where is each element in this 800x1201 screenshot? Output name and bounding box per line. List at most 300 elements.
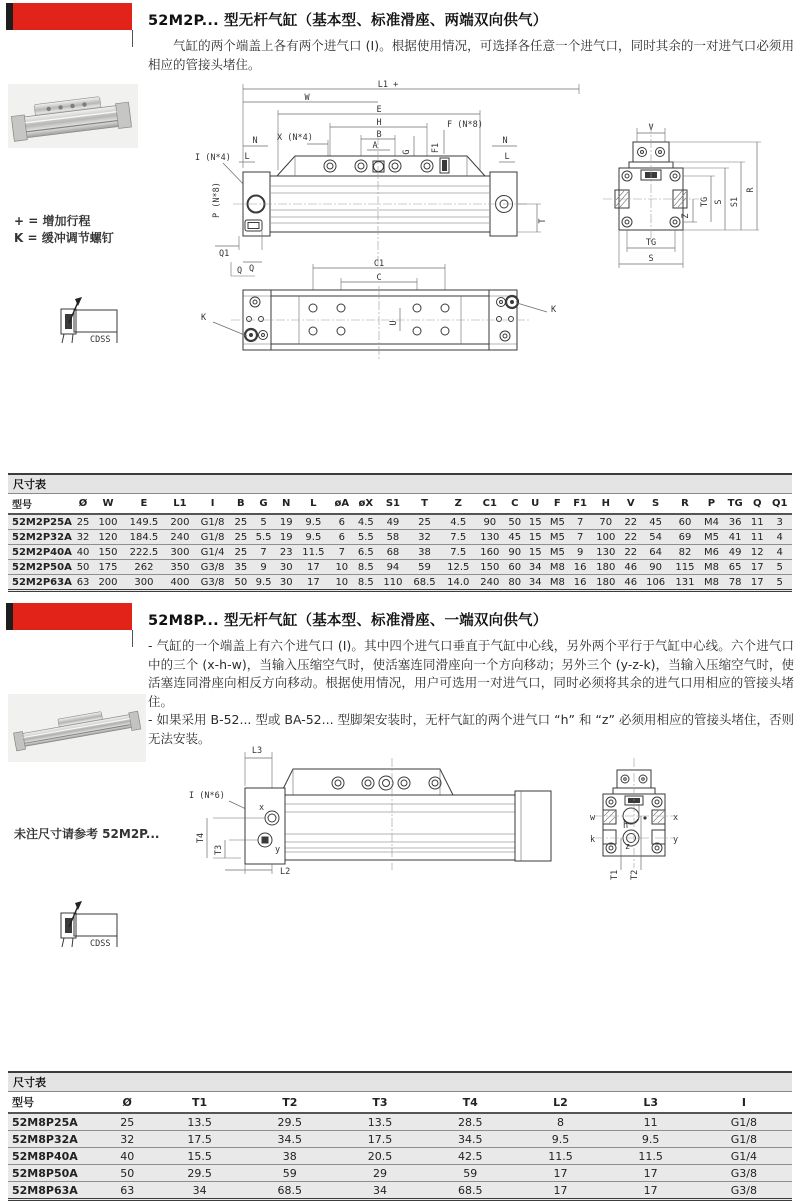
dim-c: C xyxy=(376,273,382,283)
value-cell: 23 xyxy=(276,545,297,560)
dim-s1: S1 xyxy=(730,196,740,208)
dim-f1: F1 xyxy=(431,142,441,154)
dim-u: U xyxy=(389,320,399,326)
dimension-table-2 xyxy=(8,1071,792,1201)
dim-n-right: N xyxy=(502,136,508,146)
column-header: C1 xyxy=(475,494,504,514)
value-cell: 50 xyxy=(100,1165,154,1182)
value-cell: 60 xyxy=(670,514,699,530)
value-cell: 30 xyxy=(276,575,297,591)
value-cell: 34 xyxy=(335,1182,425,1200)
value-cell: G1/8 xyxy=(696,1131,792,1148)
value-cell: 160 xyxy=(475,545,504,560)
value-cell: 17 xyxy=(747,560,768,575)
dim-k-left: K xyxy=(201,313,207,323)
dim-s-bottom: S xyxy=(648,254,654,264)
table-row xyxy=(8,1131,792,1148)
model-cell: 52M8P25A xyxy=(8,1113,100,1131)
value-cell: 49 xyxy=(723,545,747,560)
value-cell: G3/8 xyxy=(195,575,231,591)
reference-note: 未注尺寸请参考 52M2P... xyxy=(14,827,160,841)
value-cell: 300 xyxy=(123,575,166,591)
dim-tg-bottom: TG xyxy=(645,238,657,248)
value-cell: 4 xyxy=(767,545,792,560)
value-cell: 100 xyxy=(93,514,122,530)
column-header: øX xyxy=(353,494,378,514)
dim-h: H xyxy=(376,118,382,128)
section2-paragraph-2: - 如果采用 B-52... 型或 BA-52... 型脚架安装时，无杆气缸的两个进气口 “h” 和 “z” 必须用相应的管接头堵住，否则无法安装。 xyxy=(148,712,794,746)
note-plus: + = 增加行程 xyxy=(14,214,91,228)
table1-body xyxy=(8,514,792,591)
value-cell: 50 xyxy=(231,575,252,591)
value-cell: 5.5 xyxy=(251,530,276,545)
value-cell: 36 xyxy=(723,514,747,530)
column-header: 型号 xyxy=(8,1092,100,1113)
value-cell: 5 xyxy=(251,514,276,530)
value-cell: 17 xyxy=(296,560,330,575)
value-cell: 19 xyxy=(276,530,297,545)
value-cell: 42.5 xyxy=(425,1148,515,1165)
value-cell: G1/8 xyxy=(195,514,231,530)
value-cell: M8 xyxy=(545,560,569,575)
value-cell: 64 xyxy=(641,545,670,560)
value-cell: M5 xyxy=(545,530,569,545)
value-cell: 11 xyxy=(747,514,768,530)
dim-c1: C1 xyxy=(373,259,385,269)
dim-s-right: S xyxy=(714,199,724,205)
dim-t1: T1 xyxy=(610,869,620,880)
value-cell: 59 xyxy=(408,560,442,575)
value-cell: 16 xyxy=(569,575,591,591)
value-cell: 5 xyxy=(767,560,792,575)
value-cell: 90 xyxy=(641,560,670,575)
value-cell: 5.5 xyxy=(353,530,378,545)
table-row xyxy=(8,514,792,530)
value-cell: 34 xyxy=(154,1182,244,1200)
dim-l3: L3 xyxy=(251,746,263,756)
column-header: F xyxy=(545,494,569,514)
column-header: N xyxy=(276,494,297,514)
dim-t2: T2 xyxy=(630,869,640,880)
column-header: S1 xyxy=(378,494,407,514)
value-cell: 17 xyxy=(606,1182,696,1200)
column-header: E xyxy=(123,494,166,514)
dim-i6: I (N*6) xyxy=(189,791,225,801)
value-cell: 11.5 xyxy=(515,1148,605,1165)
table2-body xyxy=(8,1113,792,1200)
value-cell: 9.5 xyxy=(251,575,276,591)
value-cell: 68.5 xyxy=(425,1182,515,1200)
value-cell: 200 xyxy=(93,575,122,591)
value-cell: 175 xyxy=(93,560,122,575)
value-cell: 17 xyxy=(747,575,768,591)
value-cell: 15.5 xyxy=(154,1148,244,1165)
column-header: T2 xyxy=(245,1092,335,1113)
value-cell: G1/4 xyxy=(696,1148,792,1165)
value-cell: 3 xyxy=(767,514,792,530)
dim-g: G xyxy=(402,149,412,155)
value-cell: 32 xyxy=(100,1131,154,1148)
value-cell: 38 xyxy=(408,545,442,560)
column-header: H xyxy=(591,494,620,514)
value-cell: M8 xyxy=(700,560,724,575)
table1-title: 尺寸表 xyxy=(8,473,792,494)
cdss-pictogram-2 xyxy=(45,900,143,950)
front-view-drawing-1 xyxy=(195,80,590,272)
value-cell: 50 xyxy=(73,560,94,575)
section2-paragraph-1: - 气缸的一个端盖上有六个进气口 (I)。其中四个进气口垂直于气缸中心线，另外两个平行于气缸中心线。六个进气口中的三个 (x-h-w)，当输入压缩空气时，使活塞连同滑座向一个方向移动；另外三个 (y-z-k)，当输入压缩空气时，使活塞连同滑座向相反方向移动。根据使用情况，用户可选用一对进气口，同时必须将其余的进气口用相应的管接头堵住。 xyxy=(148,638,794,709)
value-cell: 29.5 xyxy=(154,1165,244,1182)
dim-q1: Q1 xyxy=(219,249,230,259)
column-header: T xyxy=(408,494,442,514)
value-cell: 59 xyxy=(425,1165,515,1182)
value-cell: 17.5 xyxy=(154,1131,244,1148)
value-cell: M6 xyxy=(700,545,724,560)
value-cell: 25 xyxy=(231,530,252,545)
value-cell: 8.5 xyxy=(353,575,378,591)
value-cell: 400 xyxy=(165,575,194,591)
value-cell: 110 xyxy=(378,575,407,591)
dim-p: P (N*8) xyxy=(212,182,222,218)
port-x2-label: x xyxy=(673,813,679,823)
value-cell: 9 xyxy=(251,560,276,575)
value-cell: 100 xyxy=(591,530,620,545)
value-cell: 12.5 xyxy=(441,560,475,575)
column-header: 型号 xyxy=(8,494,73,514)
value-cell: 7 xyxy=(251,545,276,560)
dim-l1: L1 + xyxy=(377,80,399,90)
column-header: Q1 xyxy=(767,494,792,514)
value-cell: 9 xyxy=(569,545,591,560)
value-cell: 6.5 xyxy=(353,545,378,560)
value-cell: 63 xyxy=(73,575,94,591)
column-header: V xyxy=(620,494,641,514)
value-cell: 22 xyxy=(620,514,641,530)
value-cell: 16 xyxy=(569,560,591,575)
value-cell: 6 xyxy=(330,530,353,545)
dim-z: Z xyxy=(681,213,691,219)
end-view-drawing-2 xyxy=(585,750,735,892)
section1-red-tab xyxy=(6,3,132,30)
value-cell: 68 xyxy=(378,545,407,560)
legend-notes xyxy=(14,213,114,247)
value-cell: 65 xyxy=(723,560,747,575)
value-cell: 9.5 xyxy=(606,1131,696,1148)
value-cell: 45 xyxy=(641,514,670,530)
value-cell: 94 xyxy=(378,560,407,575)
value-cell: 60 xyxy=(504,560,525,575)
value-cell: 25 xyxy=(408,514,442,530)
value-cell: 90 xyxy=(475,514,504,530)
table-row xyxy=(8,560,792,575)
value-cell: M5 xyxy=(545,545,569,560)
cdss-label-2: CDSS xyxy=(90,939,111,949)
value-cell: G3/8 xyxy=(696,1165,792,1182)
dim-f: F (N*8) xyxy=(447,120,483,130)
column-header: I xyxy=(195,494,231,514)
value-cell: 8 xyxy=(515,1113,605,1131)
value-cell: 7 xyxy=(569,514,591,530)
value-cell: 131 xyxy=(670,575,699,591)
product-photo-cylinder-52m8p xyxy=(8,694,146,762)
column-header: T3 xyxy=(335,1092,425,1113)
value-cell: 7.5 xyxy=(441,545,475,560)
dim-tg-right: TG xyxy=(700,196,710,208)
port-y2-label: y xyxy=(673,835,679,845)
value-cell: 38 xyxy=(245,1148,335,1165)
value-cell: 29 xyxy=(335,1165,425,1182)
value-cell: 130 xyxy=(475,530,504,545)
value-cell: 300 xyxy=(165,545,194,560)
note-k: K = 缓冲调节螺钉 xyxy=(14,231,114,245)
model-cell: 52M8P40A xyxy=(8,1148,100,1165)
dim-l-right: L xyxy=(504,152,510,162)
column-header: L1 xyxy=(165,494,194,514)
value-cell: 25 xyxy=(73,514,94,530)
value-cell: 7.5 xyxy=(441,530,475,545)
dim-l2: L2 xyxy=(280,867,291,877)
value-cell: 14.0 xyxy=(441,575,475,591)
value-cell: 6 xyxy=(330,514,353,530)
column-header: L2 xyxy=(515,1092,605,1113)
value-cell: 63 xyxy=(100,1182,154,1200)
value-cell: 13.5 xyxy=(154,1113,244,1131)
value-cell: 70 xyxy=(591,514,620,530)
value-cell: 15 xyxy=(525,545,546,560)
column-header: Ø xyxy=(73,494,94,514)
table-row xyxy=(8,1148,792,1165)
value-cell: G3/8 xyxy=(195,560,231,575)
value-cell: 262 xyxy=(123,560,166,575)
value-cell: 115 xyxy=(670,560,699,575)
value-cell: 40 xyxy=(100,1148,154,1165)
dim-x: X (N*4) xyxy=(277,133,313,143)
value-cell: 200 xyxy=(165,514,194,530)
value-cell: 19 xyxy=(276,514,297,530)
value-cell: 80 xyxy=(504,575,525,591)
value-cell: 106 xyxy=(641,575,670,591)
value-cell: 28.5 xyxy=(425,1113,515,1131)
dim-t3: T3 xyxy=(214,844,224,856)
dimension-table-1 xyxy=(8,473,792,592)
value-cell: 32 xyxy=(408,530,442,545)
value-cell: 150 xyxy=(93,545,122,560)
red-block xyxy=(13,3,132,30)
value-cell: 68.5 xyxy=(408,575,442,591)
dim-t: T xyxy=(538,218,548,224)
value-cell: 90 xyxy=(504,545,525,560)
port-w-label: w xyxy=(590,813,596,823)
value-cell: 130 xyxy=(591,545,620,560)
port-y-label: y xyxy=(275,845,281,855)
table2-title: 尺寸表 xyxy=(8,1071,792,1092)
column-header: øA xyxy=(330,494,353,514)
value-cell: M5 xyxy=(545,514,569,530)
value-cell: 184.5 xyxy=(123,530,166,545)
dim-a: A xyxy=(372,141,378,151)
value-cell: 41 xyxy=(723,530,747,545)
value-cell: 17.5 xyxy=(335,1131,425,1148)
end-view-drawing-1 xyxy=(597,118,787,290)
value-cell: 32 xyxy=(73,530,94,545)
value-cell: 40 xyxy=(73,545,94,560)
value-cell: 45 xyxy=(504,530,525,545)
value-cell: M4 xyxy=(700,514,724,530)
section2-red-tab xyxy=(6,603,132,630)
column-header: L xyxy=(296,494,330,514)
value-cell: 9.5 xyxy=(296,514,330,530)
value-cell: 13.5 xyxy=(335,1113,425,1131)
bottom-view-drawing-1 xyxy=(195,260,590,368)
cdss-label-1: CDSS xyxy=(90,335,111,345)
model-cell: 52M8P32A xyxy=(8,1131,100,1148)
value-cell: 11 xyxy=(606,1113,696,1131)
value-cell: 4 xyxy=(767,530,792,545)
value-cell: 34.5 xyxy=(425,1131,515,1148)
value-cell: 149.5 xyxy=(123,514,166,530)
model-cell: 52M2P50A xyxy=(8,560,73,575)
value-cell: 34 xyxy=(525,575,546,591)
value-cell: 180 xyxy=(591,575,620,591)
value-cell: 7 xyxy=(569,530,591,545)
port-x-label: x xyxy=(259,803,265,813)
value-cell: 11 xyxy=(747,530,768,545)
column-header: U xyxy=(525,494,546,514)
dim-v: V xyxy=(648,123,654,133)
column-header: P xyxy=(700,494,724,514)
dim-t4: T4 xyxy=(196,832,206,844)
value-cell: 15 xyxy=(525,514,546,530)
table-row xyxy=(8,545,792,560)
section1-paragraph: 气缸的两个端盖上各有两个进气口 (I)。根据使用情况，可选择各任意一个进气口，同时其余的一对进气口必须用相应的管接头堵住。 xyxy=(148,38,794,72)
value-cell: 4.5 xyxy=(353,514,378,530)
dim-b: B xyxy=(376,130,382,140)
table-row xyxy=(8,1165,792,1182)
value-cell: 50 xyxy=(504,514,525,530)
value-cell: 5 xyxy=(767,575,792,591)
black-bar-2 xyxy=(6,603,13,630)
port-z-label: z xyxy=(625,842,631,852)
column-header: Z xyxy=(441,494,475,514)
value-cell: 78 xyxy=(723,575,747,591)
black-bar xyxy=(6,3,13,30)
front-view-drawing-2 xyxy=(185,738,590,896)
column-header: TG xyxy=(723,494,747,514)
column-header: Ø xyxy=(100,1092,154,1113)
value-cell: 350 xyxy=(165,560,194,575)
value-cell: 82 xyxy=(670,545,699,560)
section1-title: 52M2P... 型无杆气缸（基本型、标准滑座、两端双向供气） xyxy=(148,13,548,29)
value-cell: 49 xyxy=(378,514,407,530)
dim-e: E xyxy=(376,105,382,115)
dim-q-b: Q xyxy=(237,266,243,276)
column-header: T1 xyxy=(154,1092,244,1113)
value-cell: 9.5 xyxy=(515,1131,605,1148)
port-k-label: k xyxy=(590,835,596,845)
dim-i: I (N*4) xyxy=(195,153,231,163)
value-cell: 34.5 xyxy=(245,1131,335,1148)
port-h-label: h xyxy=(623,821,629,831)
model-cell: 52M2P25A xyxy=(8,514,73,530)
model-cell: 52M2P63A xyxy=(8,575,73,591)
column-header: G xyxy=(251,494,276,514)
value-cell: 59 xyxy=(245,1165,335,1182)
value-cell: 7 xyxy=(330,545,353,560)
dim-r: R xyxy=(746,187,756,193)
value-cell: 150 xyxy=(475,560,504,575)
dim-k-right: K xyxy=(551,305,557,315)
value-cell: 17 xyxy=(515,1165,605,1182)
value-cell: 46 xyxy=(620,575,641,591)
value-cell: 22 xyxy=(620,530,641,545)
column-header: I xyxy=(696,1092,792,1113)
column-header: L3 xyxy=(606,1092,696,1113)
value-cell: 25 xyxy=(100,1113,154,1131)
table2-header-row xyxy=(8,1092,792,1113)
value-cell: 9.5 xyxy=(296,530,330,545)
value-cell: 10 xyxy=(330,575,353,591)
column-header: C xyxy=(504,494,525,514)
value-cell: 15 xyxy=(525,530,546,545)
value-cell: 11.5 xyxy=(606,1148,696,1165)
value-cell: 54 xyxy=(641,530,670,545)
column-header: S xyxy=(641,494,670,514)
value-cell: 20.5 xyxy=(335,1148,425,1165)
dim-w: W xyxy=(304,93,310,103)
value-cell: 12 xyxy=(747,545,768,560)
value-cell: 120 xyxy=(93,530,122,545)
value-cell: 22 xyxy=(620,545,641,560)
column-header: F1 xyxy=(569,494,591,514)
value-cell: G1/4 xyxy=(195,545,231,560)
value-cell: 29.5 xyxy=(245,1113,335,1131)
table-row xyxy=(8,1182,792,1200)
value-cell: 25 xyxy=(231,545,252,560)
red-block-2 xyxy=(13,603,132,630)
value-cell: 222.5 xyxy=(123,545,166,560)
value-cell: G1/8 xyxy=(195,530,231,545)
table-row xyxy=(8,1113,792,1131)
value-cell: 240 xyxy=(165,530,194,545)
value-cell: 30 xyxy=(276,560,297,575)
column-header: R xyxy=(670,494,699,514)
table-row xyxy=(8,575,792,591)
table-row xyxy=(8,530,792,545)
value-cell: 180 xyxy=(591,560,620,575)
table1-header-row xyxy=(8,494,792,514)
cdss-pictogram-1 xyxy=(45,296,143,346)
model-cell: 52M2P32A xyxy=(8,530,73,545)
product-photo-cylinder-52m2p xyxy=(8,84,138,148)
value-cell: 240 xyxy=(475,575,504,591)
value-cell: 35 xyxy=(231,560,252,575)
tab-rule xyxy=(132,30,133,47)
model-cell: 52M8P63A xyxy=(8,1182,100,1200)
dim-n-left: N xyxy=(252,136,258,146)
value-cell: G1/8 xyxy=(696,1113,792,1131)
value-cell: 68.5 xyxy=(245,1182,335,1200)
section2-title: 52M8P... 型无杆气缸（基本型、标准滑座、一端双向供气） xyxy=(148,613,548,629)
value-cell: 17 xyxy=(515,1182,605,1200)
value-cell: G3/8 xyxy=(696,1182,792,1200)
value-cell: 8.5 xyxy=(353,560,378,575)
column-header: T4 xyxy=(425,1092,515,1113)
column-header: W xyxy=(93,494,122,514)
value-cell: 17 xyxy=(296,575,330,591)
value-cell: 4.5 xyxy=(441,514,475,530)
dim-q: Q xyxy=(249,264,255,274)
value-cell: M8 xyxy=(545,575,569,591)
